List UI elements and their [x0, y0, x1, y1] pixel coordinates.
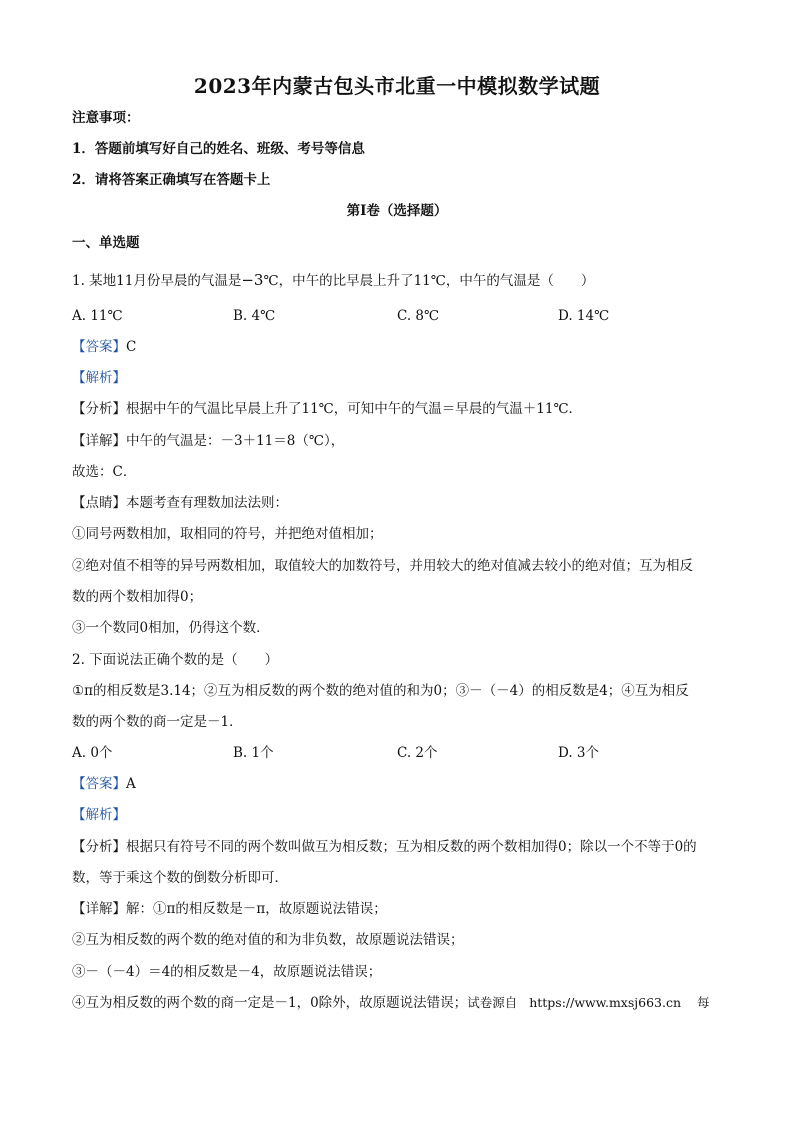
- q1-answer-value: C: [126, 339, 137, 355]
- notice-item-2: 2．请将答案正确填写在答题卡上: [72, 172, 271, 188]
- q2-option-d: D. 3个: [558, 745, 600, 761]
- page-title: 2023年内蒙古包头市北重一中模拟数学试题: [193, 74, 601, 98]
- xiangjie-tag: 【详解】: [72, 901, 126, 917]
- watermark-suffix: 每: [697, 995, 710, 1010]
- q1-rule-1: ①同号两数相加，取相同的符号，并把绝对值相加；: [72, 526, 383, 542]
- q2-option-c: C. 2个: [397, 745, 438, 761]
- q1-stem-text-b: ℃，中午的比早晨上升了11℃，中午的气温是（ ）: [263, 273, 595, 289]
- watermark-url: https://www.mxsj663.cn: [529, 995, 682, 1010]
- q1-option-d: D. 14℃: [558, 308, 610, 324]
- q2-analysis-tag: 【解析】: [72, 807, 126, 823]
- q1-fenxi-text: 根据中午的气温比早晨上升了11℃，可知中午的气温＝早晨的气温＋11℃．: [126, 401, 583, 417]
- volume-title: 第I卷（选择题）: [346, 203, 448, 219]
- fenxi-tag: 【分析】: [72, 401, 126, 417]
- q1-answer: [72, 337, 136, 357]
- notice-item-1: 1．答题前填写好自己的姓名、班级、考号等信息: [72, 141, 365, 157]
- answer-tag: 【答案】: [72, 339, 126, 355]
- q2-fenxi-text: 根据只有符号不同的两个数叫做互为相反数；互为相反数的两个数相加得0；除以一个不等于0的: [126, 839, 697, 855]
- q2-answer-value: A: [126, 776, 136, 792]
- q2-option-a: A. 0个: [72, 745, 113, 761]
- q1-stem: [72, 270, 594, 291]
- q1-stem-value: −3: [241, 271, 264, 289]
- xiangjie-tag: 【详解】: [72, 433, 126, 449]
- q1-option-a: A. 11℃: [72, 308, 123, 324]
- q2-stem: 2. 下面说法正确个数的是（ ）: [72, 652, 279, 668]
- q1-xiangjie: [72, 431, 344, 451]
- q1-option-c: C. 8℃: [397, 308, 440, 324]
- q2-answer: [72, 774, 136, 794]
- q1-xiangjie-text: 中午的气温是：－3＋11＝8（℃），: [126, 433, 345, 449]
- q2-option-b: B. 1个: [233, 745, 274, 761]
- q1-rule-3: ③一个数同0相加，仍得这个数．: [72, 620, 270, 636]
- q2-detail-2: ②互为相反数的两个数的绝对值的和为非负数，故原题说法错误；: [72, 932, 464, 948]
- fenxi-tag: 【分析】: [72, 839, 126, 855]
- answer-tag: 【答案】: [72, 776, 126, 792]
- dianjing-tag: 【点睛】: [72, 495, 126, 511]
- q1-choose: 故选：C．: [72, 464, 137, 480]
- q2-detail-4-text: ④互为相反数的两个数的商一定是－1，0除外，故原题说法错误；: [72, 995, 468, 1011]
- q1-rule-2-cont: 数的两个数相加得0；: [72, 589, 203, 605]
- q2-statements-line-2: 数的两个数的商一定是－1．: [72, 714, 243, 730]
- q1-rule-2: ②绝对值不相等的异号两数相加，取值较大的加数符号，并用较大的绝对值减去较小的绝对值；互为相反: [72, 558, 693, 574]
- q2-xiangjie: [72, 899, 387, 919]
- q2-xiangjie-text: 解：①π的相反数是－π，故原题说法错误；: [126, 901, 387, 917]
- q2-fenxi-cont: 数，等于乘这个数的倒数分析即可．: [72, 870, 288, 886]
- q1-dianjing-text: 本题考查有理数加法法则：: [126, 495, 288, 511]
- q1-dianjing: [72, 493, 288, 513]
- q1-analysis-tag: 【解析】: [72, 370, 126, 386]
- watermark-prefix: 试卷源自: [467, 995, 518, 1010]
- q1-stem-text-a: 1. 某地11月份早晨的气温是: [72, 273, 242, 289]
- q2-statements-line-1: ①π的相反数是3.14；②互为相反数的两个数的绝对值的和为0；③－（－4）的相反数是4；④互为相反: [72, 683, 689, 699]
- q2-fenxi: [72, 837, 697, 857]
- q2-detail-4: [72, 993, 710, 1013]
- q1-option-b: B. 4℃: [233, 308, 276, 324]
- q2-detail-3: ③－（－4）＝4的相反数是－4，故原题说法错误；: [72, 964, 382, 980]
- notice-heading: 注意事项：: [72, 110, 140, 126]
- q1-fenxi: [72, 399, 582, 419]
- section-title: 一、单选题: [72, 235, 140, 251]
